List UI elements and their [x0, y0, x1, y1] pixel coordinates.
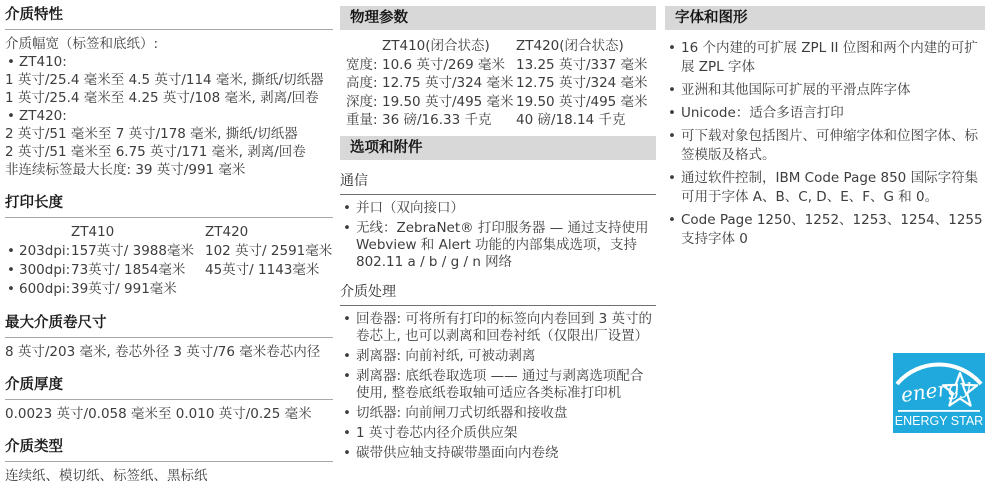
print-length-row-label: • 203dpi: — [5, 242, 71, 261]
physical-zt420-value: 40 磅/18.14 千克 — [516, 112, 626, 128]
fonts-bullet-list — [665, 39, 985, 249]
print-length-zt420-value: 102 英寸/ 2591毫米 — [205, 243, 333, 259]
list-item: • 亚洲和其他国际可扩展的平滑点阵字体 — [665, 81, 985, 100]
list-item: • 并口（双向接口） — [340, 200, 656, 217]
max-label-length: 非连续标签最大长度: 39 英寸/991 毫米 — [5, 162, 246, 178]
list-item: • 碳带供应轴支持碳带墨面向内卷绕 — [340, 445, 656, 462]
energy-star-icon — [893, 353, 985, 433]
physical-zt410-value: 36 磅/16.33 千克 — [382, 112, 492, 128]
print-length-table — [5, 223, 333, 299]
zt420-width-peel: 2 英寸/51 毫米至 6.75 英寸/171 毫米, 剥离/回卷 — [5, 144, 306, 160]
print-length-zt420-value — [205, 280, 333, 299]
media-thickness-value: 0.0023 英寸/0.058 毫米至 0.010 英寸/0.25 毫米 — [5, 406, 312, 422]
media-handling-bullet-list — [340, 311, 656, 462]
energy-script-text: energy — [899, 373, 973, 407]
print-length-col-zt420: ZT420 — [205, 224, 249, 240]
physical-header-spacer — [346, 37, 382, 56]
list-item: • 回卷器: 可将所有打印的标签向内卷回到 3 英寸的卷芯上, 也可以剥离和回卷衬纸（仅限出厂设置） — [340, 311, 656, 345]
column-fonts-graphics — [665, 0, 985, 253]
table-row — [346, 56, 656, 75]
physical-zt410-value: 19.50 英寸/495 毫米 — [382, 93, 514, 110]
column-media-specs — [5, 0, 333, 485]
list-item: • Code Page 1250、1252、1253、1254、1255 支持字体 0 — [665, 211, 985, 249]
section-title-max-roll-size: 最大介质卷尺寸 — [5, 308, 333, 338]
zt420-width-tear: 2 英寸/51 毫米至 7 英寸/178 毫米, 撕纸/切纸器 — [5, 126, 298, 142]
list-item: • 剥离器: 底纸卷取选项 —— 通过与剥离选项配合使用, 整卷底纸卷取轴可适应各类标准打印机 — [340, 368, 656, 402]
physical-zt420-value: 13.25 英寸/337 毫米 — [516, 56, 648, 73]
physical-col-zt410: ZT410(闭合状态) — [382, 38, 490, 54]
list-item: • 无线：ZebraNet® 打印服务器 — 通过支持使用 Webview 和 Alert 功能的内部集成选项，支持 802.11 a / b / g / n 网络 — [340, 220, 656, 271]
table-row — [346, 93, 656, 112]
table-row — [346, 74, 656, 93]
physical-row-label: 高度: — [346, 75, 378, 91]
table-row — [5, 261, 333, 280]
communication-bullet-list — [340, 200, 656, 271]
physical-row-label: 宽度: — [346, 56, 378, 73]
print-length-row-label: • 600dpi: — [5, 280, 71, 299]
list-item: • 16 个内建的可扩展 ZPL II 位图和两个内建的可扩展 ZPL 字体 — [665, 39, 985, 77]
energy-star-logo — [893, 353, 985, 433]
print-length-zt410-value: 157英寸/ 3988毫米 — [71, 243, 194, 259]
zt420-label: • ZT420: — [5, 107, 333, 125]
section-title-options-accessories: 选项和附件 — [340, 136, 656, 160]
media-width-intro: 介质幅宽（标签和底纸）: — [5, 36, 159, 52]
print-length-header-spacer — [5, 223, 71, 242]
section-title-media-thickness: 介质厚度 — [5, 370, 333, 400]
zt410-width-tear: 1 英寸/25.4 毫米至 4.5 英寸/114 毫米, 撕纸/切纸器 — [5, 72, 324, 88]
physical-params-table — [346, 37, 656, 130]
list-item: • 可下载对象包括图片、可伸缩字体和位图字体、标签模版及格式。 — [665, 127, 985, 165]
table-row — [5, 242, 333, 261]
list-item: • 1 英寸卷芯内径介质供应架 — [340, 425, 656, 442]
physical-header-row — [346, 37, 656, 56]
table-row — [346, 111, 656, 130]
media-types-value: 连续纸、模切纸、标签纸、黑标纸 — [5, 468, 208, 484]
subsection-title-media-handling: 介质处理 — [340, 279, 656, 306]
section-title-media-types: 介质类型 — [5, 432, 333, 462]
zt410-width-peel: 1 英寸/25.4 毫米至 4.25 英寸/108 毫米, 剥离/回卷 — [5, 90, 319, 106]
list-item: • 切纸器: 向前闸刀式切纸器和接收盘 — [340, 405, 656, 422]
section-title-print-length: 打印长度 — [5, 188, 333, 218]
physical-zt410-value: 12.75 英寸/324 毫米 — [382, 75, 514, 91]
list-item: • 剥离器: 向前衬纸, 可被动剥离 — [340, 348, 656, 365]
print-length-row-label: • 300dpi: — [5, 261, 71, 280]
list-item: • Unicode：适合多语言打印 — [665, 104, 985, 123]
table-row — [5, 280, 333, 299]
print-length-header-row — [5, 223, 333, 242]
print-length-zt420-value: 45英寸/ 1143毫米 — [205, 262, 320, 278]
print-length-zt410-value: 73英寸/ 1854毫米 — [71, 262, 186, 278]
zt410-label: • ZT410: — [5, 53, 333, 71]
physical-zt410-value: 10.6 英寸/269 毫米 — [382, 56, 505, 73]
section-title-physical-params: 物理参数 — [340, 6, 656, 30]
print-length-col-zt410: ZT410 — [71, 224, 115, 240]
physical-zt420-value: 19.50 英寸/495 毫米 — [516, 93, 648, 110]
energy-star-divider — [898, 410, 980, 412]
physical-zt420-value: 12.75 英寸/324 毫米 — [516, 75, 648, 91]
max-roll-size-value: 8 英寸/203 毫米, 卷芯外径 3 英寸/76 毫米卷芯内径 — [5, 344, 321, 360]
physical-row-label: 深度: — [346, 93, 378, 110]
subsection-title-communication: 通信 — [340, 168, 656, 195]
section-title-fonts-graphics: 字体和图形 — [665, 6, 985, 30]
physical-col-zt420: ZT420(闭合状态) — [516, 38, 624, 54]
print-length-zt410-value: 39英寸/ 991毫米 — [71, 281, 177, 297]
physical-row-label: 重量: — [346, 112, 378, 128]
list-item: • 通过软件控制，IBM Code Page 850 国际字符集可用于字体 A、B、C, D、E、F、G 和 0。 — [665, 169, 985, 207]
column-physical-options — [340, 0, 656, 465]
energy-star-label: ENERGY STAR — [894, 414, 984, 428]
section-title-media-characteristics: 介质特性 — [5, 0, 333, 30]
